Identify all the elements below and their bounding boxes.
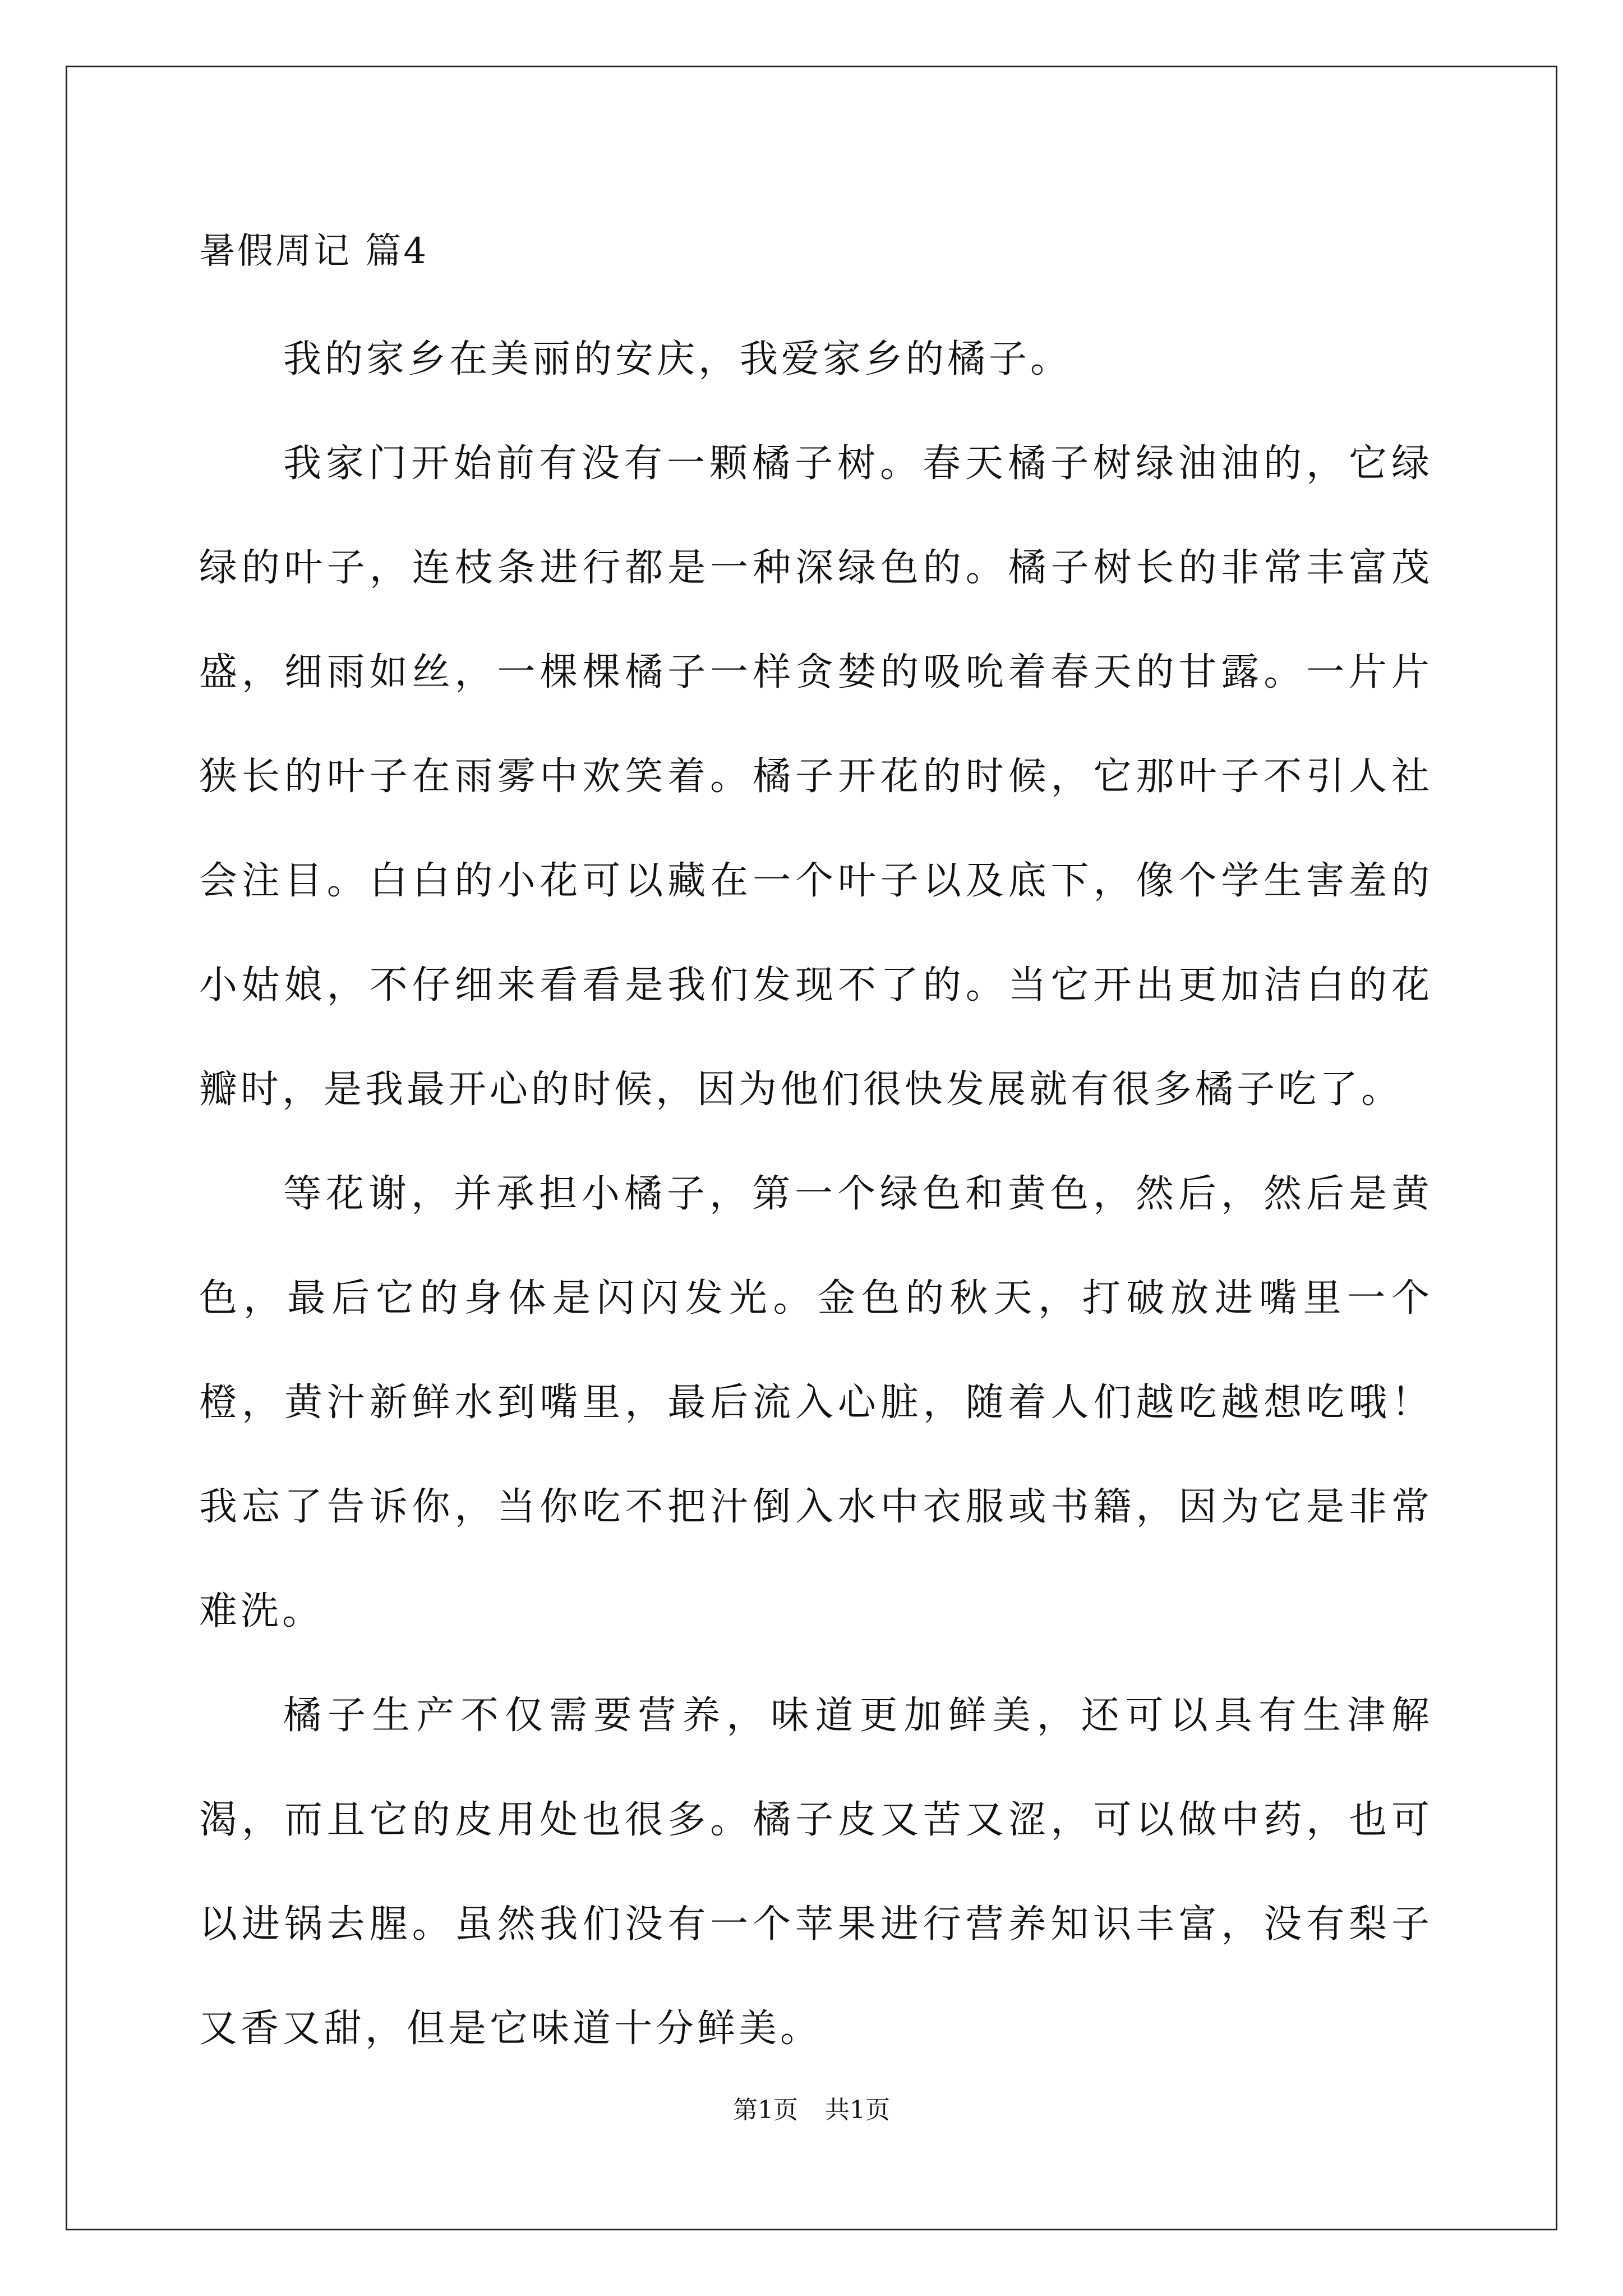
paragraph-2: 我家门开始前有没有一颗橘子树。春天橘子树绿油油的，它绿绿的叶子，连枝条进行都是一种深绿色的。橘子树长的非常丰富茂盛，细雨如丝，一棵棵橘子一样贪婪的吸吮着春天的甘露。一片片狭长的叶子在雨雾中欢笑着。橘子开花的时候，它那叶子不引人社会注目。白白的小花可以藏在一个叶子以及底下，像个学生害羞的小姑娘，不仔细来看看是我们发现不了的。当它开出更加洁白的花瓣时，是我最开心的时候，因为他们很快发展就有很多橘子吃了。 [199, 441, 1433, 1112]
page-footer [0, 2093, 1623, 2127]
page-number: 第1页 [733, 2096, 798, 2124]
document-title: 暑假周记 篇4 [199, 231, 429, 272]
document-body [199, 224, 1433, 2081]
paragraph-3: 等花谢，并承担小橘子，第一个绿色和黄色，然后，然后是黄色，最后它的身体是闪闪发光。金色的秋天，打破放进嘴里一个橙，黄汁新鲜水到嘴里，最后流入心脏，随着人们越吃越想吃哦！我忘了告诉你，当你吃不把汁倒入水中衣服或书籍，因为它是非常难洗。 [199, 1172, 1433, 1634]
paragraph-1: 我的家乡在美丽的安庆，我爱家乡的橘子。 [283, 337, 1072, 381]
page-total: 共1页 [825, 2096, 890, 2124]
paragraph-4: 橘子生产不仅需要营养，味道更加鲜美，还可以具有生津解渴，而且它的皮用处也很多。橘子皮又苦又涩，可以做中药，也可以进锅去腥。虽然我们没有一个苹果进行营养知识丰富，没有梨子又香又甜，但是它味道十分鲜美。 [199, 1694, 1433, 2051]
